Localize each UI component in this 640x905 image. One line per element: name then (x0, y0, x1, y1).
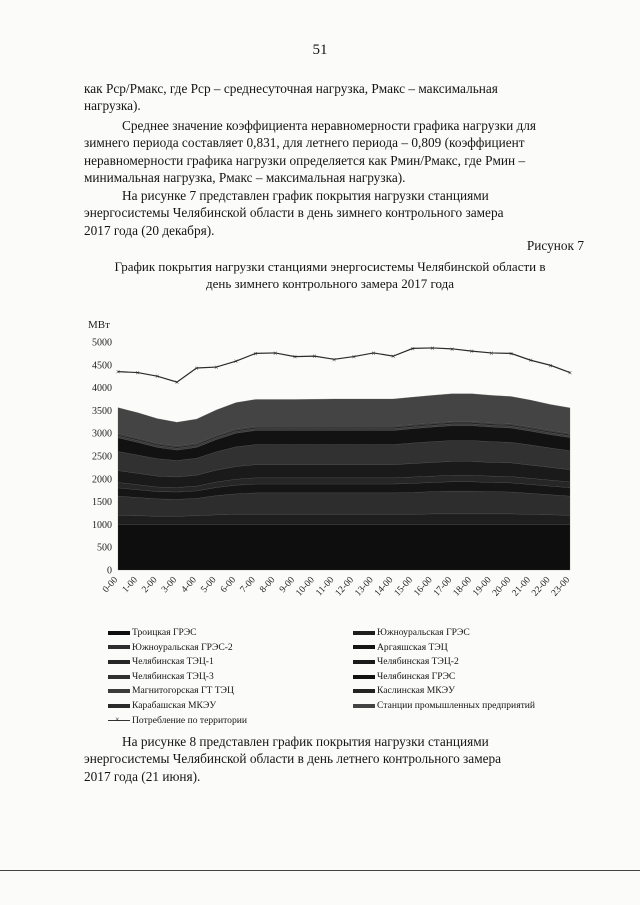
consumption-point: × (351, 352, 357, 362)
caption-line: График покрытия нагрузки станциями энергосистемы Челябинской области в (114, 259, 546, 274)
area-series-0 (118, 524, 570, 570)
y-tick-label: 1500 (92, 497, 112, 509)
x-tick-label: 20-00 (491, 575, 514, 599)
legend-item (353, 699, 535, 712)
legend-swatch (353, 645, 375, 649)
figure-number: Рисунок 7 (526, 238, 584, 253)
x-tick-label: 0-00 (101, 575, 121, 595)
x-tick-label: 1-00 (120, 575, 140, 595)
x-tick-label: 23-00 (549, 575, 573, 599)
y-tick-label: 0 (107, 565, 112, 577)
legend-label: Каслинская МКЭУ (377, 685, 455, 697)
consumption-point: × (312, 352, 317, 362)
legend-label: Троицкая ГРЭС (132, 627, 197, 638)
legend-item (353, 641, 448, 654)
text-line: минимальная нагрузка, Рмакс – максимальная нагрузка). (84, 170, 406, 186)
legend-item (108, 626, 197, 639)
legend-swatch (108, 631, 130, 635)
consumption-point: × (528, 356, 533, 366)
y-tick-label: 2500 (92, 451, 112, 463)
legend-swatch (353, 704, 375, 708)
y-tick-label: 2000 (92, 474, 112, 486)
x-tick-label: 10-00 (294, 575, 317, 599)
consumption-point: × (155, 372, 160, 382)
text-line: На рисунке 8 представлен график покрытия нагрузки станциями (122, 734, 489, 749)
load-coverage-chart (70, 308, 590, 620)
y-tick-label: 3000 (92, 428, 112, 440)
x-tick-label: 16-00 (412, 575, 435, 599)
legend-swatch (353, 675, 375, 679)
text-line: 2017 года (21 июня). (84, 768, 201, 784)
legend-label: Магнитогорская ГТ ТЭЦ (132, 685, 234, 697)
x-tick-label: 17-00 (432, 575, 455, 599)
consumption-line (116, 344, 573, 387)
figure-caption (60, 258, 600, 292)
legend-label: Южноуральская ГРЭС-2 (132, 641, 233, 653)
legend-label: Аргаяшская ТЭЦ (377, 641, 448, 653)
consumption-point: × (430, 343, 435, 353)
consumption-polyline (115, 348, 570, 382)
legend-item (108, 684, 234, 697)
consumption-point: × (115, 367, 121, 377)
consumption-point: × (233, 357, 239, 367)
legend-swatch (353, 631, 375, 635)
y-tick-label: 500 (97, 542, 112, 554)
legend-item (353, 626, 470, 639)
legend-item (108, 655, 214, 668)
text-line: энергосистемы Челябинской области в день зимнего контрольного замера (84, 205, 504, 221)
text-line: Среднее значение коэффициента неравномерности графика нагрузки для (122, 118, 537, 133)
x-tick-label: 15-00 (392, 575, 416, 599)
legend-item (353, 684, 455, 697)
area-layers (118, 394, 570, 570)
paragraph-figure-8-intro (84, 733, 584, 785)
x-tick-label: 2-00 (140, 575, 160, 595)
x-tick-label: 8-00 (258, 575, 278, 595)
consumption-point: × (253, 349, 258, 359)
footer-rule (0, 870, 640, 871)
legend-label: Потребление по территории (132, 714, 248, 726)
legend-swatch (108, 720, 130, 721)
y-tick-label: 4500 (92, 360, 112, 372)
legend-label: Челябинская ГРЭС (377, 670, 456, 682)
text-line: неравномерности графика нагрузки определяется как Рмин/Рмакс, где Рмин – (84, 152, 526, 168)
paragraph-unevenness-coefficient (84, 117, 584, 187)
text-line: На рисунке 7 представлен график покрытия нагрузки станциями (122, 188, 489, 203)
paragraph-ratio-definition (84, 80, 584, 115)
consumption-point: × (292, 352, 298, 362)
x-axis (101, 575, 572, 598)
consumption-point: × (194, 363, 199, 373)
legend-item (108, 641, 233, 654)
legend-label: Карабашская МКЭУ (132, 700, 217, 711)
legend-label: Станции промышленных предприятий (377, 700, 536, 711)
legend-item (353, 670, 455, 683)
legend-swatch (108, 645, 130, 649)
page-number: 51 (312, 42, 328, 58)
text-line: энергосистемы Челябинской области в день летнего контрольного замера (84, 751, 502, 767)
x-tick-label: 19-00 (471, 575, 494, 599)
consumption-point: × (548, 361, 553, 371)
legend-swatch (353, 689, 375, 693)
legend-item (108, 670, 214, 683)
consumption-point: × (371, 348, 376, 358)
consumption-point: × (567, 368, 573, 378)
consumption-point: × (489, 348, 494, 358)
legend-label: Южноуральская ГРЭС (377, 627, 470, 638)
x-tick-label: 12-00 (333, 575, 357, 599)
consumption-point: × (331, 355, 337, 365)
x-tick-label: 9-00 (278, 575, 298, 595)
consumption-point: × (390, 352, 396, 362)
paragraph-figure-7-intro (84, 187, 584, 239)
y-tick-label: 5000 (92, 337, 112, 349)
legend-swatch (108, 675, 130, 679)
x-tick-label: 11-00 (314, 575, 337, 599)
x-tick-label: 7-00 (238, 575, 258, 595)
legend-swatch (108, 704, 130, 708)
x-tick-label: 14-00 (373, 575, 396, 599)
x-tick-label: 3-00 (160, 575, 180, 595)
y-axis (92, 338, 112, 577)
text-line: 2017 года (20 декабря). (84, 222, 215, 238)
x-tick-label: 22-00 (530, 575, 553, 599)
legend-swatch (353, 660, 375, 664)
x-tick-label: 18-00 (451, 575, 474, 599)
consumption-point: × (135, 368, 140, 378)
y-axis-label: МВт (88, 319, 110, 331)
y-tick-label: 1000 (92, 519, 112, 531)
y-tick-label: 3500 (92, 405, 112, 417)
x-tick-label: 5-00 (199, 575, 219, 595)
consumption-point: × (214, 363, 219, 373)
consumption-point: × (174, 378, 180, 388)
legend-label: Челябинская ТЭЦ-3 (132, 670, 214, 682)
consumption-point: × (272, 348, 278, 358)
x-tick-label: 6-00 (219, 575, 239, 595)
caption-line: день зимнего контрольного замера 2017 года (206, 276, 454, 291)
legend-label: Челябинская ТЭЦ-1 (132, 656, 214, 668)
y-tick-label: 4000 (92, 383, 112, 395)
text-line: зимнего периода составляет 0,831, для летнего периода – 0,809 (коэффициент (84, 135, 525, 151)
x-tick-label: 21-00 (510, 575, 533, 599)
text-line: нагрузка). (84, 98, 141, 114)
legend-item (108, 699, 216, 712)
legend-swatch (108, 689, 130, 693)
legend-item (353, 655, 459, 668)
chart-svg (70, 308, 590, 620)
consumption-point: × (469, 347, 474, 357)
text-line: как Рср/Рмакс, где Рср – среднесуточная нагрузка, Рмакс – максимальная (84, 81, 498, 96)
x-tick-label: 4-00 (179, 575, 199, 595)
x-tick-label: 13-00 (353, 575, 376, 599)
consumption-point: × (508, 349, 514, 359)
legend-swatch (108, 660, 130, 664)
consumption-point: × (410, 344, 416, 354)
legend-item (108, 714, 247, 727)
consumption-point: × (449, 344, 455, 354)
legend-label: Челябинская ТЭЦ-2 (377, 656, 459, 668)
